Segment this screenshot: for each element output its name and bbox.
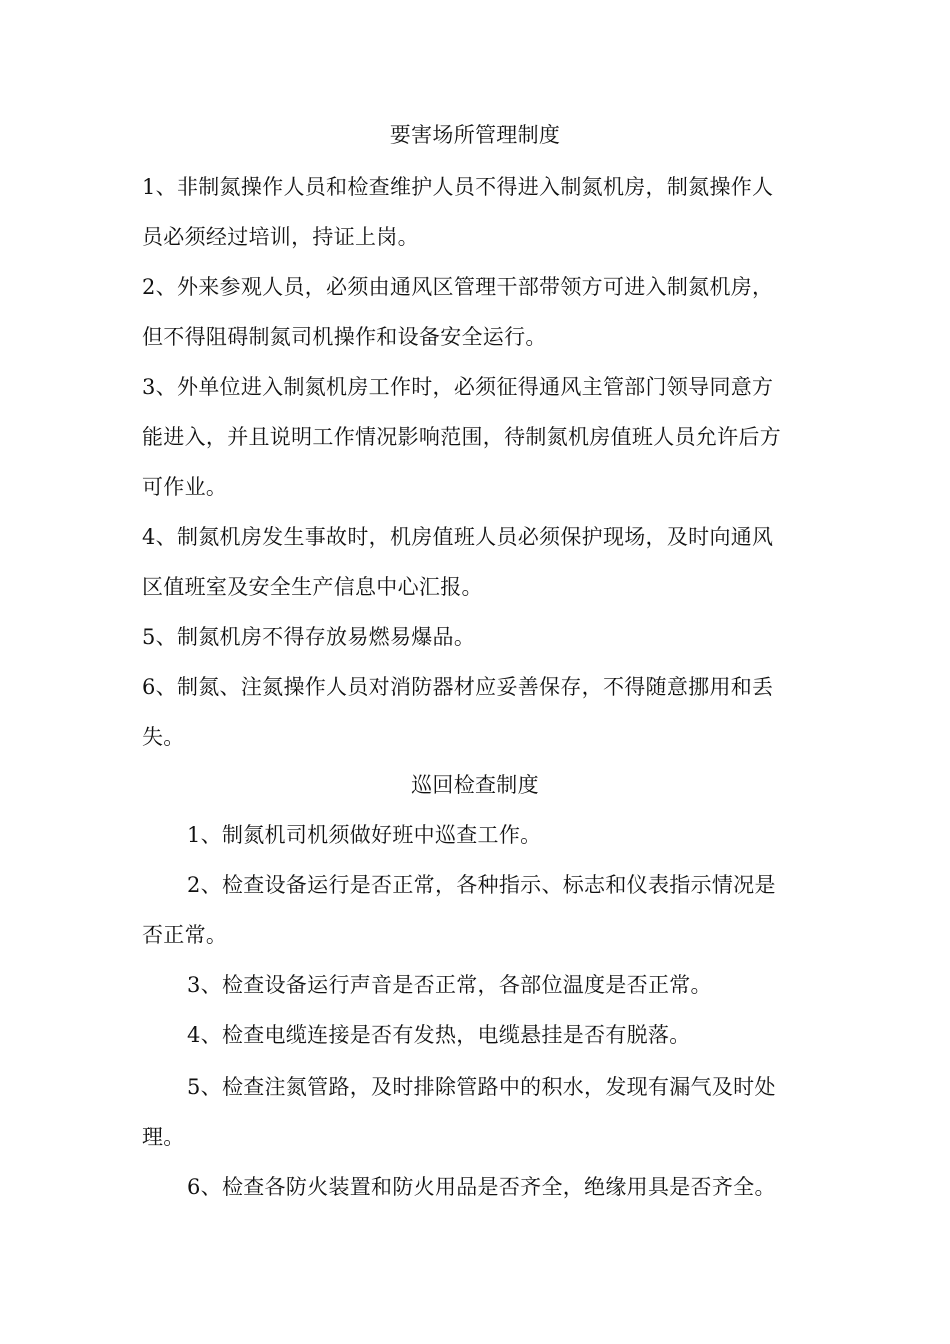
paragraph-line: 否正常。: [142, 923, 228, 947]
paragraph-line: 员必须经过培训，持证上岗。: [142, 225, 419, 249]
paragraph-line: 3、外单位进入制氮机房工作时，必须征得通风主管部门领导同意方: [142, 375, 774, 399]
paragraph-line: 能进入，并且说明工作情况影响范围，待制氮机房值班人员允许后方: [142, 425, 781, 449]
paragraph-line: 失。: [142, 725, 185, 749]
paragraph-line: 5、制氮机房不得存放易燃易爆品。: [142, 625, 476, 649]
paragraph-line: 5、检查注氮管路，及时排除管路中的积水，发现有漏气及时处: [187, 1075, 776, 1099]
paragraph-line: 理。: [142, 1125, 185, 1149]
paragraph-line: 4、检查电缆连接是否有发热，电缆悬挂是否有脱落。: [187, 1023, 691, 1047]
paragraph-line: 可作业。: [142, 475, 228, 499]
paragraph-line: 3、检查设备运行声音是否正常，各部位温度是否正常。: [187, 973, 712, 997]
paragraph-line: 1、制氮机司机须做好班中巡查工作。: [187, 823, 542, 847]
paragraph-line: 区值班室及安全生产信息中心汇报。: [142, 575, 483, 599]
paragraph-line: 6、制氮、注氮操作人员对消防器材应妥善保存，不得随意挪用和丢: [142, 675, 774, 699]
section-title-patrol-inspection: 巡回检查制度: [411, 773, 539, 797]
paragraph-line: 2、外来参观人员，必须由通风区管理干部带领方可进入制氮机房，: [142, 275, 774, 299]
paragraph-line: 1、非制氮操作人员和检查维护人员不得进入制氮机房，制氮操作人: [142, 175, 774, 199]
paragraph-line: 2、检查设备运行是否正常，各种指示、标志和仪表指示情况是: [187, 873, 776, 897]
section-title-key-places: 要害场所管理制度: [389, 123, 561, 147]
paragraph-line: 6、检查各防火装置和防火用品是否齐全，绝缘用具是否齐全。: [187, 1175, 776, 1199]
paragraph-line: 4、制氮机房发生事故时，机房值班人员必须保护现场，及时向通风: [142, 525, 774, 549]
paragraph-line: 但不得阻碍制氮司机操作和设备安全运行。: [142, 325, 547, 349]
